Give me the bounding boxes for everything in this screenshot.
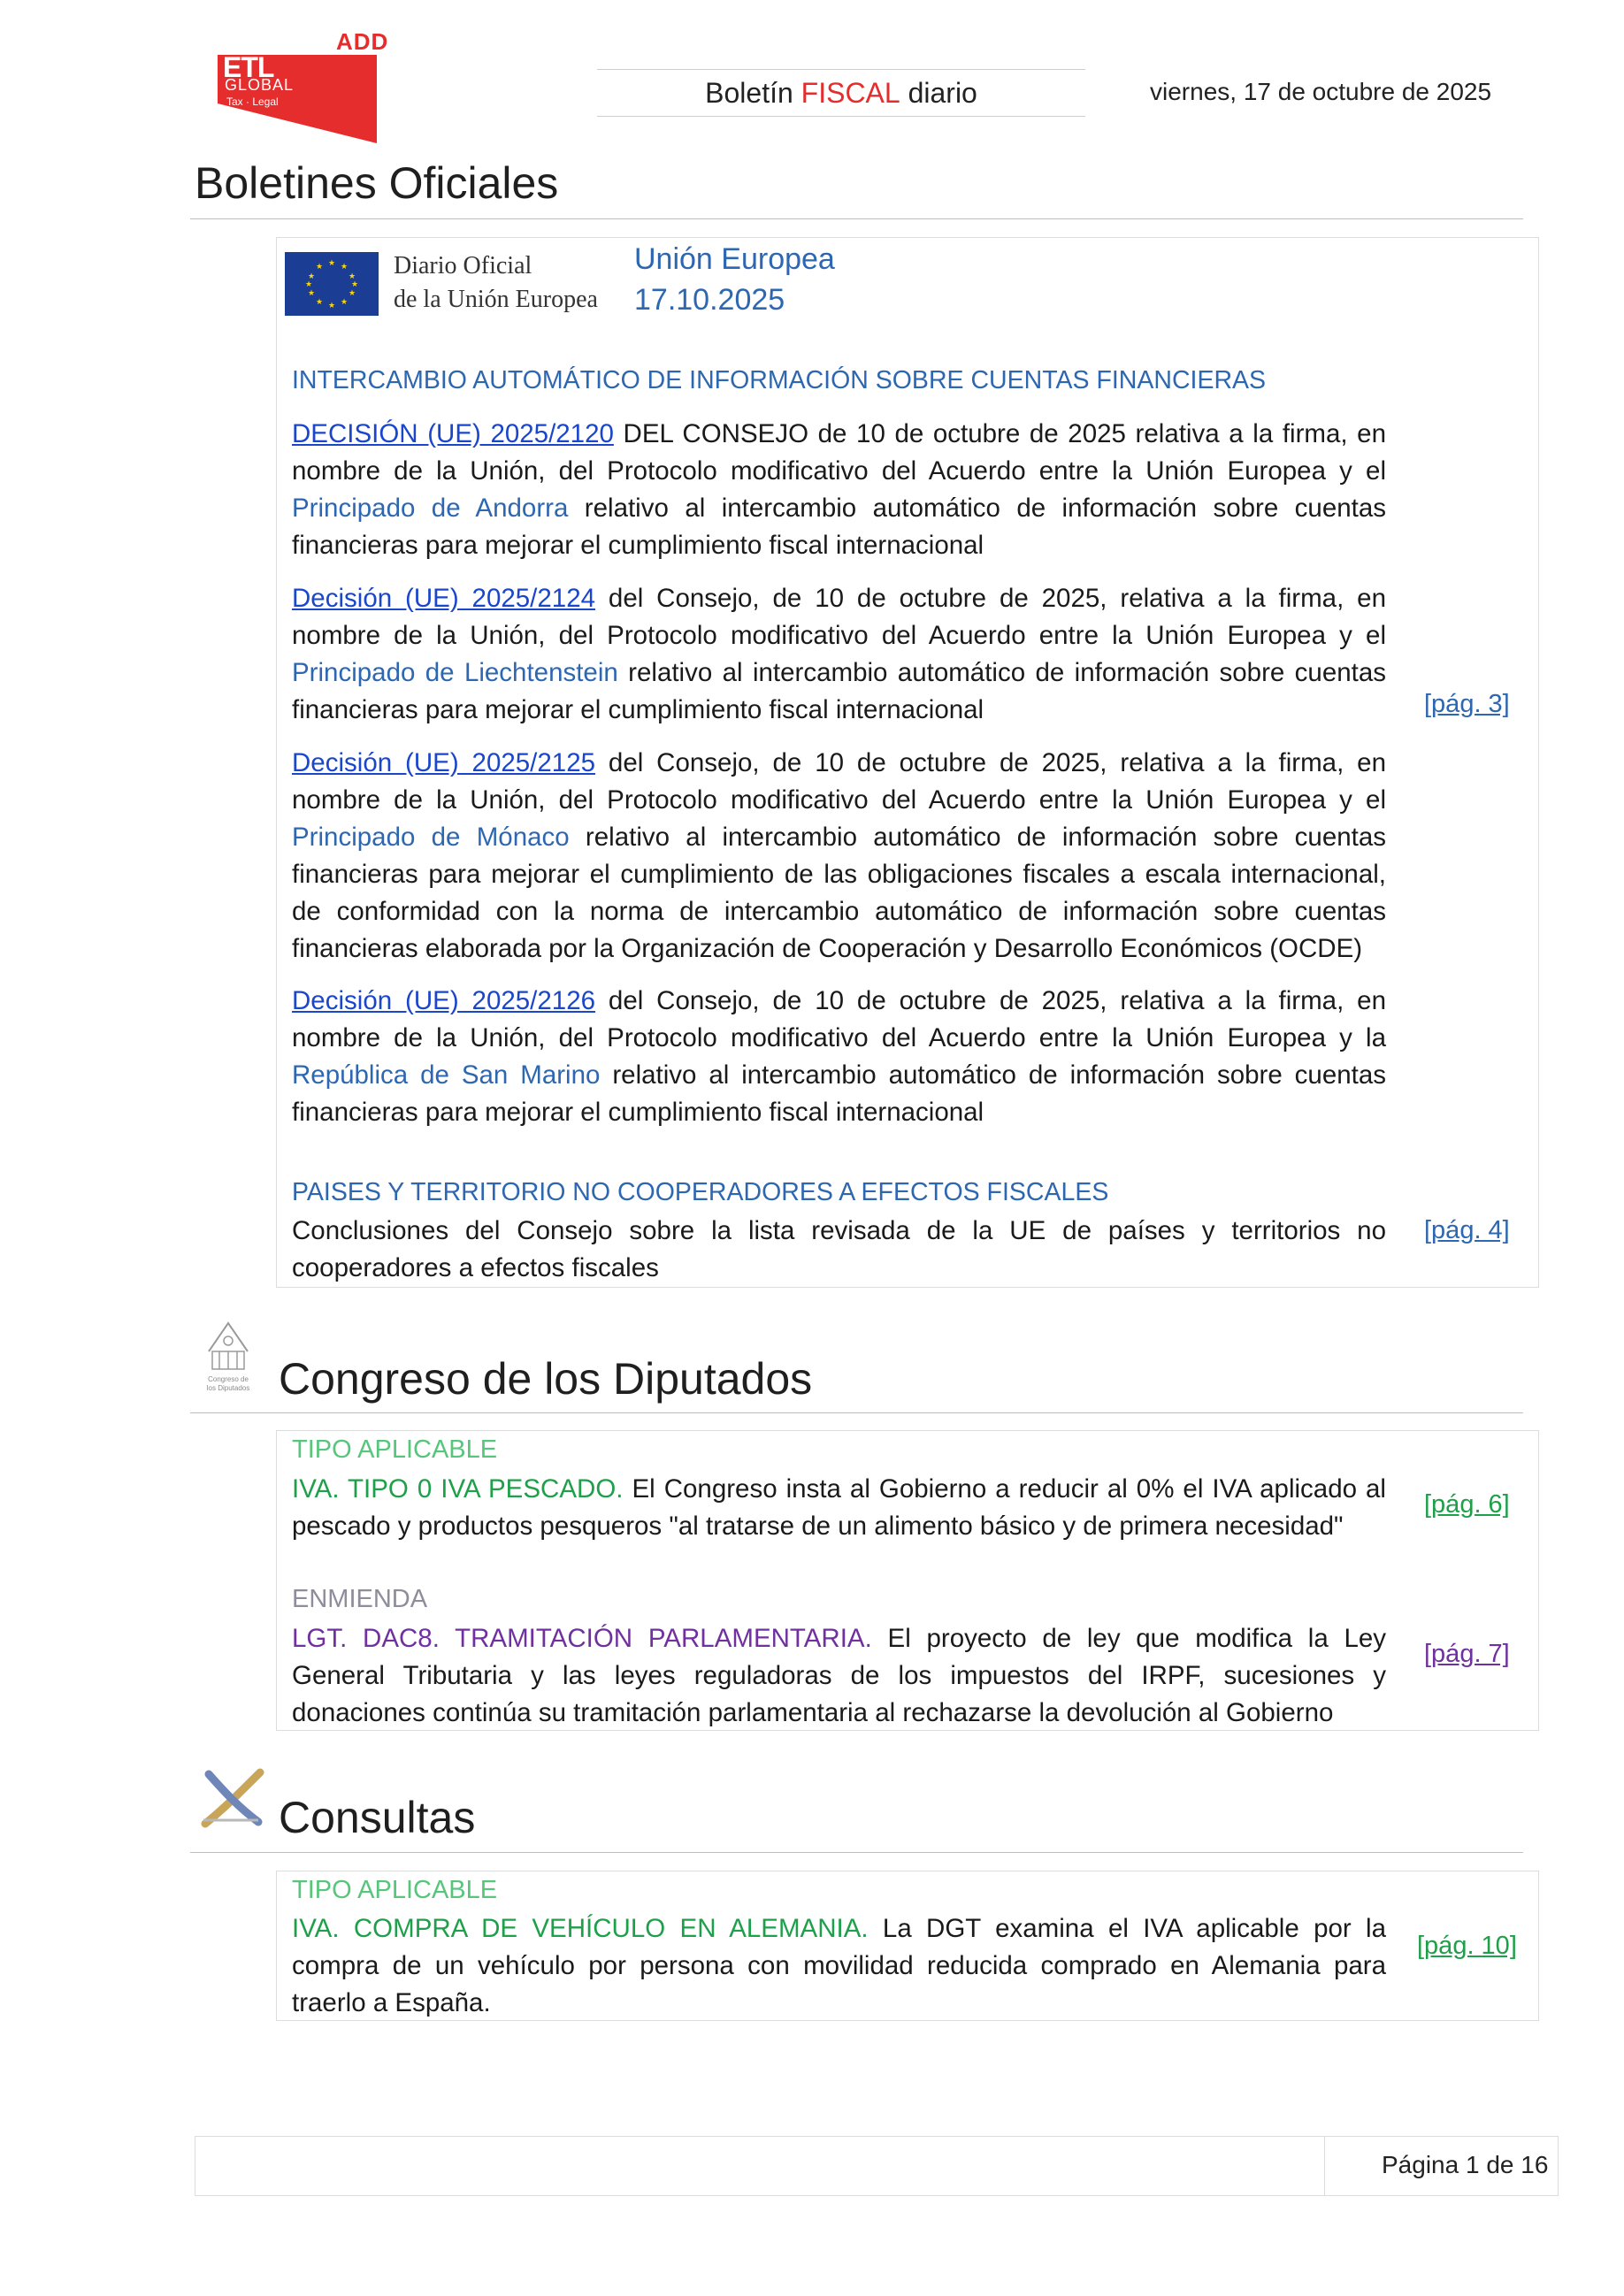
decision-2120-link[interactable]: DECISIÓN (UE) 2025/2120 (292, 419, 614, 448)
page-footer (195, 2136, 1559, 2196)
decision-2126-link[interactable]: Decisión (UE) 2025/2126 (292, 986, 596, 1015)
decision-2125-link[interactable]: Decisión (UE) 2025/2125 (292, 748, 596, 777)
category-heading: INTERCAMBIO AUTOMÁTICO DE INFORMACIÓN SOBRE CUENTAS FINANCIERAS (292, 366, 1267, 394)
page-ref-link[interactable]: [pág. 3] (1424, 690, 1510, 718)
news-item-text: del Consejo, de 10 de octubre de 2025, relativa a la firma, en nombre de la Unión, del Protocolo modificativo del Acuerdo entre la Unión Europea y el (292, 748, 1386, 815)
page-ref-link[interactable]: [pág. 10] (1417, 1932, 1517, 1960)
page-ref-link[interactable]: [pág. 6] (1424, 1490, 1510, 1519)
bulletin-title-accent: FISCAL (801, 76, 900, 109)
eu-flag-icon: ★ ★ ★ ★ ★ ★ ★ ★ ★ ★ ★ ★ (285, 252, 379, 316)
news-item-text: relativo al intercambio automático de información sobre cuentas financieras para mejorar el cumplimiento fiscal internacional (292, 658, 1386, 724)
page-ref-link[interactable]: [pág. 7] (1424, 1640, 1510, 1668)
logo-etl-text: ETL (223, 51, 274, 83)
country-highlight: Principado de Liechtenstein (292, 658, 618, 687)
svg-text:Congreso de: Congreso de (208, 1375, 249, 1383)
category-heading: PAISES Y TERRITORIO NO COOPERADORES A EFECTOS FISCALES (292, 1178, 1109, 1206)
eu-journal-name-line2: de la Unión Europea (394, 286, 598, 313)
category-heading: ENMIENDA (292, 1585, 428, 1613)
news-item (292, 416, 1386, 564)
page-number: Página 1 de 16 (1382, 2151, 1549, 2178)
congreso-building-icon (202, 1316, 255, 1397)
svg-text:los Diputados: los Diputados (206, 1384, 250, 1392)
agencia-tributaria-icon (196, 1765, 267, 1829)
news-item-text: El Congreso insta al Gobierno a reducir al 0% el IVA aplicado al pescado y productos pesqueros "al tratarse de un alimento básico y de primera necesidad" (292, 1474, 1386, 1541)
news-item (292, 1471, 1386, 1545)
logo-global-text: GLOBAL (225, 76, 295, 94)
news-item (292, 1620, 1386, 1732)
section-title-congreso: Congreso de los Diputados (279, 1354, 813, 1404)
section-rule-boletines (190, 218, 1523, 219)
footer-divider (1324, 2136, 1325, 2196)
bulletin-title-prefix: Boletín (705, 76, 801, 109)
source-date: 17.10.2025 (634, 283, 785, 317)
logo-add-text: ADD (336, 28, 389, 55)
category-heading: TIPO APLICABLE (292, 1876, 498, 1904)
section-title-boletines: Boletines Oficiales (195, 158, 559, 208)
page-ref-link[interactable]: [pág. 4] (1424, 1216, 1510, 1244)
section-title-consultas: Consultas (279, 1793, 476, 1842)
news-item-text: relativo al intercambio automático de información sobre cuentas financieras para mejorar el cumplimiento fiscal internacional (292, 1060, 1386, 1127)
section-rule-consultas (190, 1852, 1523, 1853)
eu-journal-name (394, 249, 598, 317)
news-item-text: DEL CONSEJO de 10 de octubre de 2025 relativa a la firma, en nombre de la Unión, del Protocolo modificativo del Acuerdo entre la Unión Europea y el (292, 419, 1386, 486)
news-item: Conclusiones del Consejo sobre la lista revisada de la UE de países y territorios no cooperadores a efectos fiscales (292, 1216, 1386, 1282)
decision-2124-link[interactable]: Decisión (UE) 2025/2124 (292, 584, 596, 613)
bulletin-title (597, 69, 1085, 117)
country-highlight: Principado de Mónaco (292, 823, 570, 852)
news-item-text: La DGT examina el IVA aplicable por la compra de un vehículo por persona con movilidad reducida comprado en Alemania para traerlo a España. (292, 1914, 1386, 2017)
news-item-text: El proyecto de ley que modifica la Ley General Tributaria y las leyes reguladoras de los impuestos del IRPF, sucesiones y donaciones continúa su tramitación parlamentaria al rechazarse la devolución al Gobierno (292, 1624, 1387, 1727)
category-heading: TIPO APLICABLE (292, 1435, 498, 1464)
country-highlight: República de San Marino (292, 1060, 601, 1090)
source-organization: Unión Europea (634, 242, 835, 276)
news-item-text: del Consejo, de 10 de octubre de 2025, relativa a la firma, en nombre de la Unión, del Protocolo modificativo del Acuerdo entre la Unión Europea y el (292, 584, 1386, 650)
news-item-text: relativo al intercambio automático de información sobre cuentas financieras para mejorar el cumplimiento de las obligaciones fiscales a escala internacional, de conformidad con la norma de intercambio automático de información sobre cuentas financieras elaborada por la Organización de Cooperación y Desarrollo Económicos (OCDE) (292, 823, 1386, 963)
etl-global-logo (205, 27, 389, 146)
eu-source-header (634, 239, 835, 320)
news-item (292, 983, 1386, 1131)
topic-highlight: IVA. TIPO 0 IVA PESCADO. (292, 1474, 624, 1504)
news-item-text: relativo al intercambio automático de información sobre cuentas financieras para mejorar el cumplimiento fiscal internacional (292, 494, 1386, 560)
bulletin-title-suffix: diario (900, 76, 977, 109)
topic-highlight: IVA. COMPRA DE VEHÍCULO EN ALEMANIA. (292, 1914, 869, 1943)
news-item (292, 580, 1386, 729)
logo-tagline-text: Tax · Legal (226, 96, 279, 108)
country-highlight: Principado de Andorra (292, 494, 569, 523)
topic-highlight: LGT. DAC8. TRAMITACIÓN PARLAMENTARIA. (292, 1624, 872, 1653)
news-item (292, 745, 1386, 968)
bulletin-date: viernes, 17 de octubre de 2025 (1150, 78, 1492, 105)
news-item-text: del Consejo, de 10 de octubre de 2025, relativa a la firma, en nombre de la Unión, del Protocolo modificativo del Acuerdo entre la Unión Europea y la (292, 986, 1386, 1052)
section-rule-congreso (190, 1412, 1523, 1413)
eu-journal-name-line1: Diario Oficial (394, 252, 532, 279)
news-item (292, 1910, 1386, 2022)
